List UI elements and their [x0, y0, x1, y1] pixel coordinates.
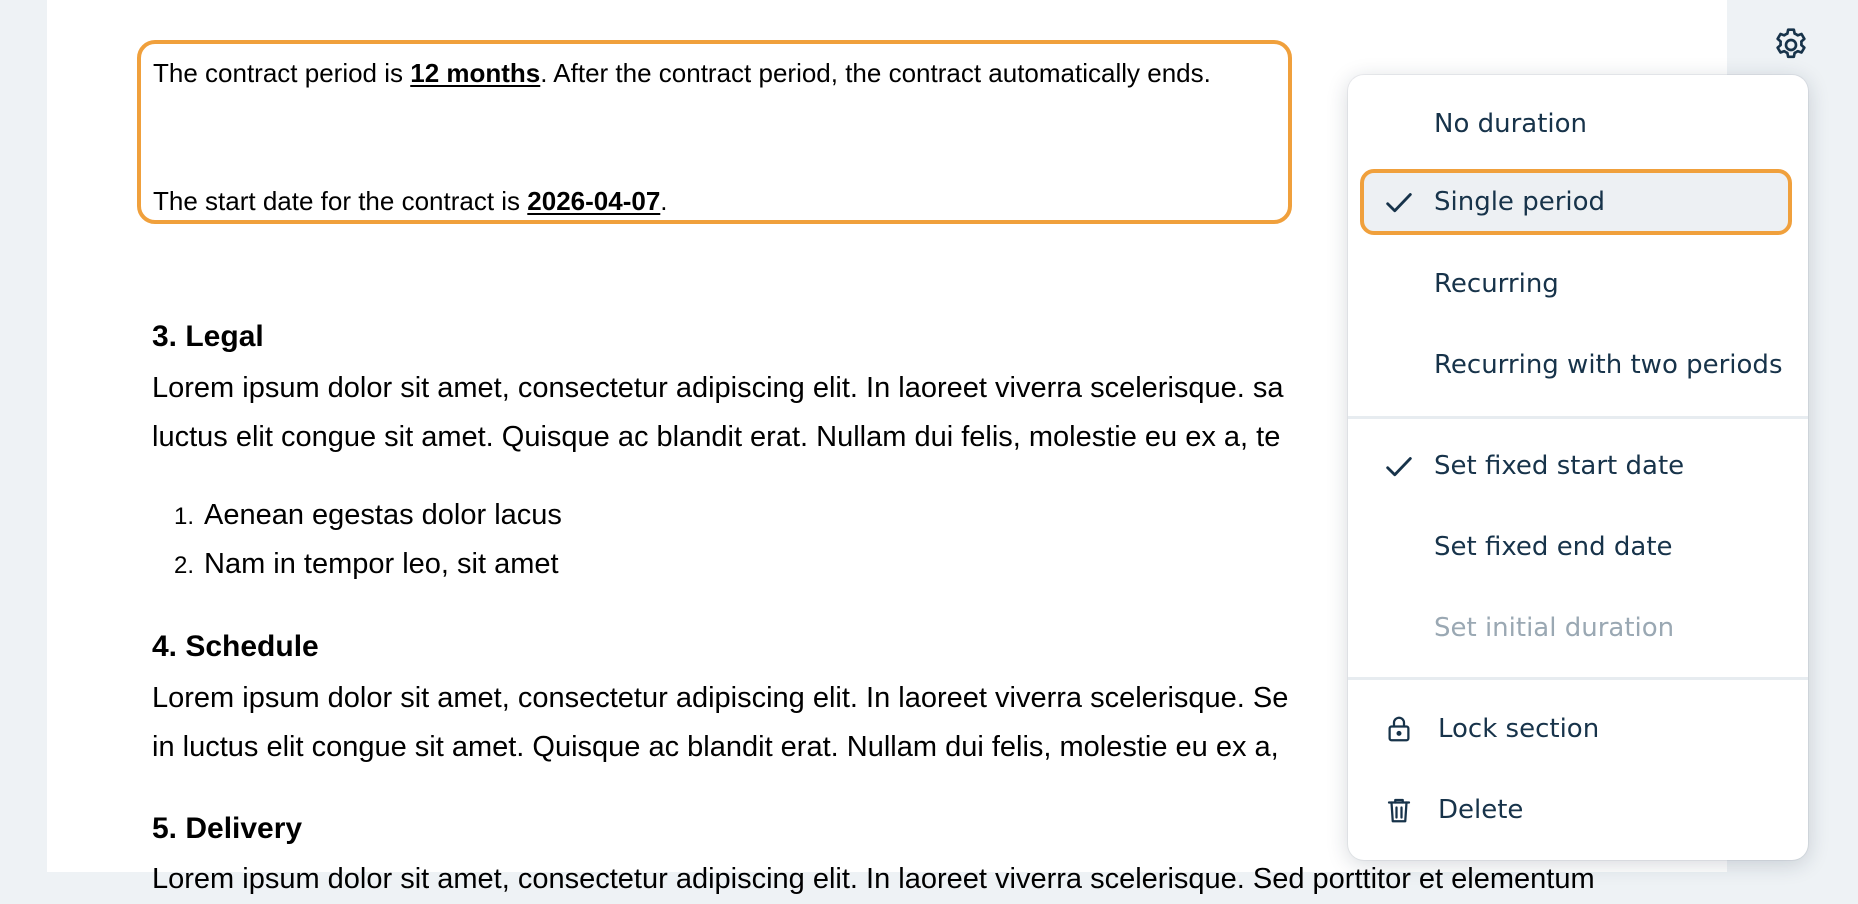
menu-item-label: Set fixed start date — [1434, 451, 1685, 481]
menu-divider — [1348, 416, 1808, 419]
text-run: The contract period is — [153, 58, 411, 88]
gear-icon — [1771, 25, 1811, 65]
schedule-heading: 4. Schedule — [152, 630, 319, 663]
menu-item-label: Lock section — [1438, 714, 1600, 744]
menu-item-fixed-start-date[interactable] — [1360, 433, 1796, 499]
list-item — [174, 544, 559, 586]
schedule-paragraph-line: Lorem ipsum dolor sit amet, consectetur adipiscing elit. In laoreet viverra scelerisque. Se — [152, 682, 1289, 714]
list-text: Nam in tempor leo, sit amet — [204, 548, 559, 580]
delivery-heading: 5. Delivery — [152, 812, 303, 845]
menu-item-label: Recurring — [1434, 269, 1559, 299]
checkmark-icon — [1382, 186, 1416, 220]
start-date-paragraph — [153, 184, 668, 218]
menu-divider — [1348, 677, 1808, 680]
menu-item-no-duration[interactable] — [1360, 91, 1796, 157]
list-text: Aenean egestas dolor lacus — [204, 499, 562, 531]
section-settings-button[interactable] — [1768, 22, 1814, 68]
text-run: The start date for the contract is — [153, 186, 528, 216]
menu-item-label: Delete — [1438, 795, 1524, 825]
menu-item-fixed-end-date[interactable] — [1360, 514, 1796, 580]
lock-icon — [1384, 714, 1414, 744]
menu-item-lock-section[interactable] — [1360, 696, 1796, 762]
menu-item-label: Single period — [1434, 187, 1606, 217]
legal-paragraph-line: Lorem ipsum dolor sit amet, consectetur adipiscing elit. In laoreet viverra scelerisque. sa — [152, 372, 1284, 404]
menu-item-single-period[interactable] — [1360, 169, 1792, 235]
menu-item-label: No duration — [1434, 109, 1588, 139]
menu-item-initial-duration — [1360, 595, 1796, 661]
menu-item-recurring-two-periods[interactable] — [1360, 332, 1796, 398]
text-run: . After the contract period, the contract automatically ends. — [540, 58, 1211, 88]
menu-item-label: Recurring with two periods — [1434, 350, 1783, 380]
menu-item-delete[interactable] — [1360, 777, 1796, 843]
legal-paragraph-line: luctus elit congue sit amet. Quisque ac blandit erat. Nullam dui felis, molestie eu ex a, te — [152, 421, 1281, 453]
delivery-paragraph-line: Lorem ipsum dolor sit amet, consectetur adipiscing elit. In laoreet viverra scelerisque. Sed porttitor et elementum — [152, 863, 1595, 895]
menu-item-label: Set fixed end date — [1434, 532, 1673, 562]
text-run: . — [660, 186, 668, 216]
start-date-variable[interactable]: 2026-04-07 — [527, 186, 661, 216]
list-number: 2. — [174, 552, 195, 579]
schedule-paragraph-line: in luctus elit congue sit amet. Quisque ac blandit erat. Nullam dui felis, molestie eu ex a, — [152, 731, 1279, 763]
contract-period-section[interactable] — [137, 40, 1292, 224]
contract-period-variable[interactable]: 12 months — [410, 58, 541, 88]
list-number: 1. — [174, 503, 195, 530]
list-item — [174, 495, 562, 537]
menu-item-recurring[interactable] — [1360, 251, 1796, 317]
contract-period-paragraph — [153, 56, 1211, 90]
trash-icon — [1384, 795, 1414, 825]
legal-heading: 3. Legal — [152, 320, 264, 353]
checkmark-icon — [1382, 450, 1416, 484]
menu-item-label: Set initial duration — [1434, 613, 1675, 643]
section-options-menu — [1348, 75, 1808, 860]
